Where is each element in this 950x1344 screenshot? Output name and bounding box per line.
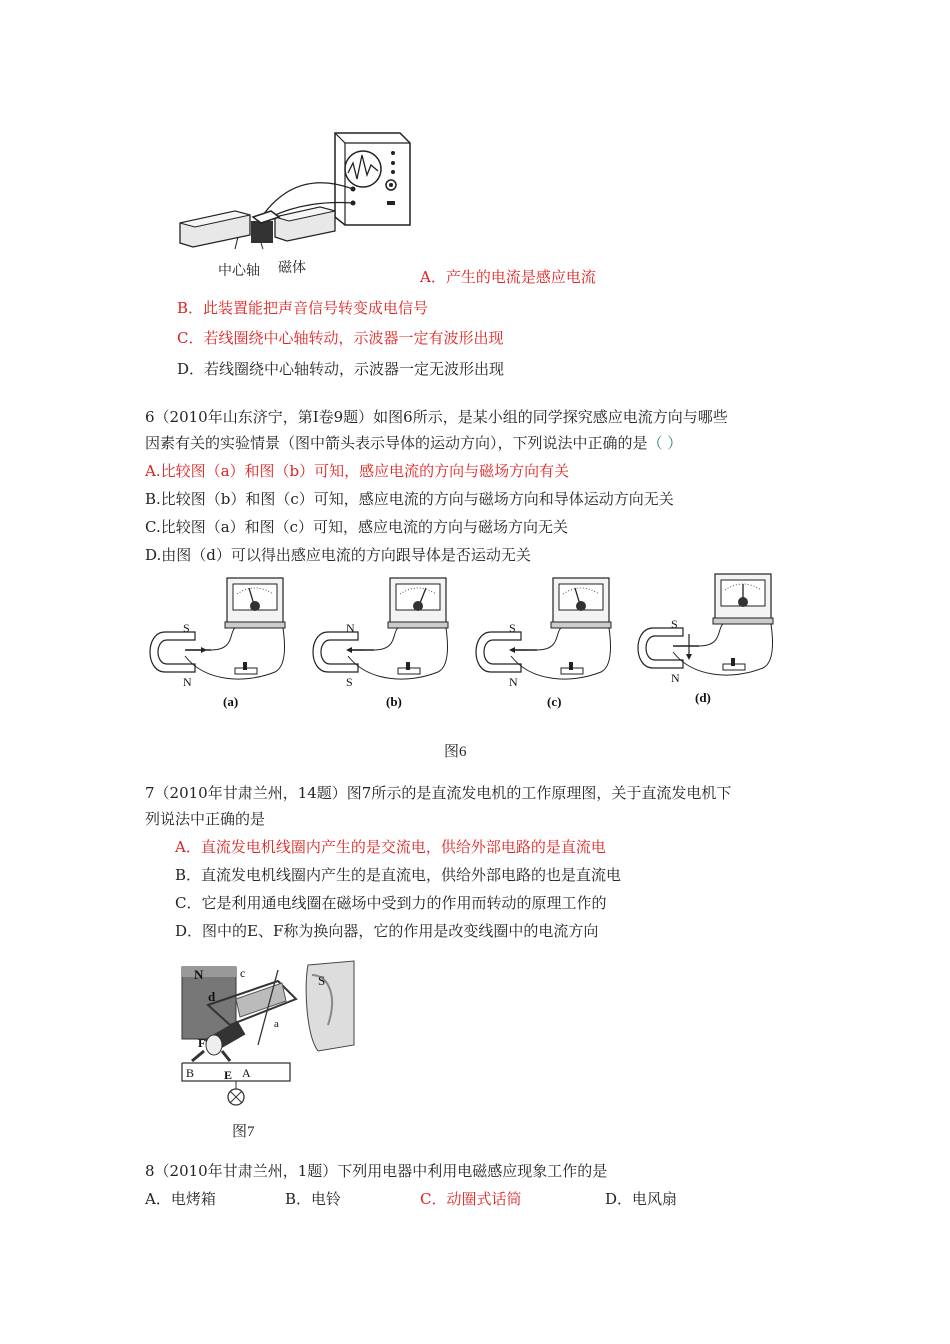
q7-label-N: N [194,967,204,982]
q7-label-S: S [318,973,326,988]
q6-subfig-label: (a) [223,694,239,709]
q5-axis-label: 中心轴 [218,264,260,279]
q8-option-a: A．电烤箱 [145,1190,216,1208]
q6-figure-row [145,572,785,717]
q6-subfig-top-pole: S [183,621,190,635]
q7-label-c: c [240,966,246,980]
q6-subfig-top-pole: S [509,621,516,635]
q5-magnet-label: 磁体 [278,261,306,276]
q7-option-d: D．图中的E、F称为换向器，它的作用是改变线圈中的电流方向 [175,922,599,940]
q7-option-b: B．直流发电机线圈内产生的是直流电，供给外部电路的也是直流电 [175,866,622,884]
q7-caption: 图7 [232,1124,255,1140]
q6-option-d: D.由图（d）可以得出感应电流的方向跟导体是否运动无关 [145,546,531,564]
q8-option-d: D．电风扇 [605,1190,678,1208]
q7-stem-line2: 列说法中正确的是 [145,810,266,828]
q7-label-B: B [186,1066,195,1080]
q7-label-a: a [274,1018,279,1030]
q6-option-b: B.比较图（b）和图（c）可知，感应电流的方向与磁场方向和导体运动方向无关 [145,490,674,508]
q7-option-a: A．直流发电机线圈内产生的是交流电，供给外部电路的是直流电 [175,838,606,856]
q6-subfig-label: (c) [547,694,562,709]
q6-subfig-bottom-pole: N [183,675,192,689]
q5-option-d: D．若线圈绕中心轴转动，示波器一定无波形出现 [177,360,505,378]
q8-option-b: B．电铃 [285,1190,342,1208]
q6-stem-line1: 6（2010年山东济宁，第Ⅰ卷9题）如图6所示，是某小组的同学探究感应电流方向与哪些 [145,408,728,426]
q6-subfig-bottom-pole: N [671,671,680,685]
q6-answer-bracket: （ ） [647,434,683,452]
q7-label-d: d [208,989,216,1004]
q6-caption: 图6 [444,744,467,760]
q7-option-c: C．它是利用通电线圈在磁场中受到力的作用而转动的原理工作的 [175,894,607,912]
q7-label-A: A [242,1066,251,1080]
q6-subfig-label: (b) [386,694,402,709]
q7-figure [178,955,356,1110]
q6-subfig-a [145,572,300,717]
q6-subfig-c [471,572,626,717]
q7-label-F: F [198,1036,206,1050]
q8-stem: 8（2010年甘肃兰州，1题）下列用电器中利用电磁感应现象工作的是 [145,1162,608,1180]
q6-option-a: A.比较图（a）和图（b）可知，感应电流的方向与磁场方向有关 [145,462,570,480]
q6-subfig-bottom-pole: N [509,675,518,689]
q6-subfig-d [633,568,788,713]
q5-option-c: C．若线圈绕中心轴转动，示波器一定有波形出现 [177,329,504,347]
q6-subfig-top-pole: N [346,621,355,635]
q5-option-b: B．此装置能把声音信号转变成电信号 [177,299,429,317]
q5-option-a: A．产生的电流是感应电流 [420,268,596,286]
q6-subfig-bottom-pole: S [346,675,353,689]
q6-subfig-b [308,572,463,717]
q7-label-E: E [224,1068,233,1082]
q6-option-c: C.比较图（a）和图（c）可知，感应电流的方向与磁场方向无关 [145,518,569,536]
q6-subfig-label: (d) [695,690,711,705]
q6-stem-line2 [145,432,682,453]
q7-stem-line1: 7（2010年甘肃兰州，14题）图7所示的是直流发电机的工作原理图，关于直流发电机下 [145,784,732,802]
q6-stem-text: 因素有关的实验情景（图中箭头表示导体的运动方向），下列说法中正确的是 [145,434,648,452]
q8-option-c: C．动圈式话筒 [420,1190,522,1208]
q6-subfig-top-pole: S [671,617,678,631]
